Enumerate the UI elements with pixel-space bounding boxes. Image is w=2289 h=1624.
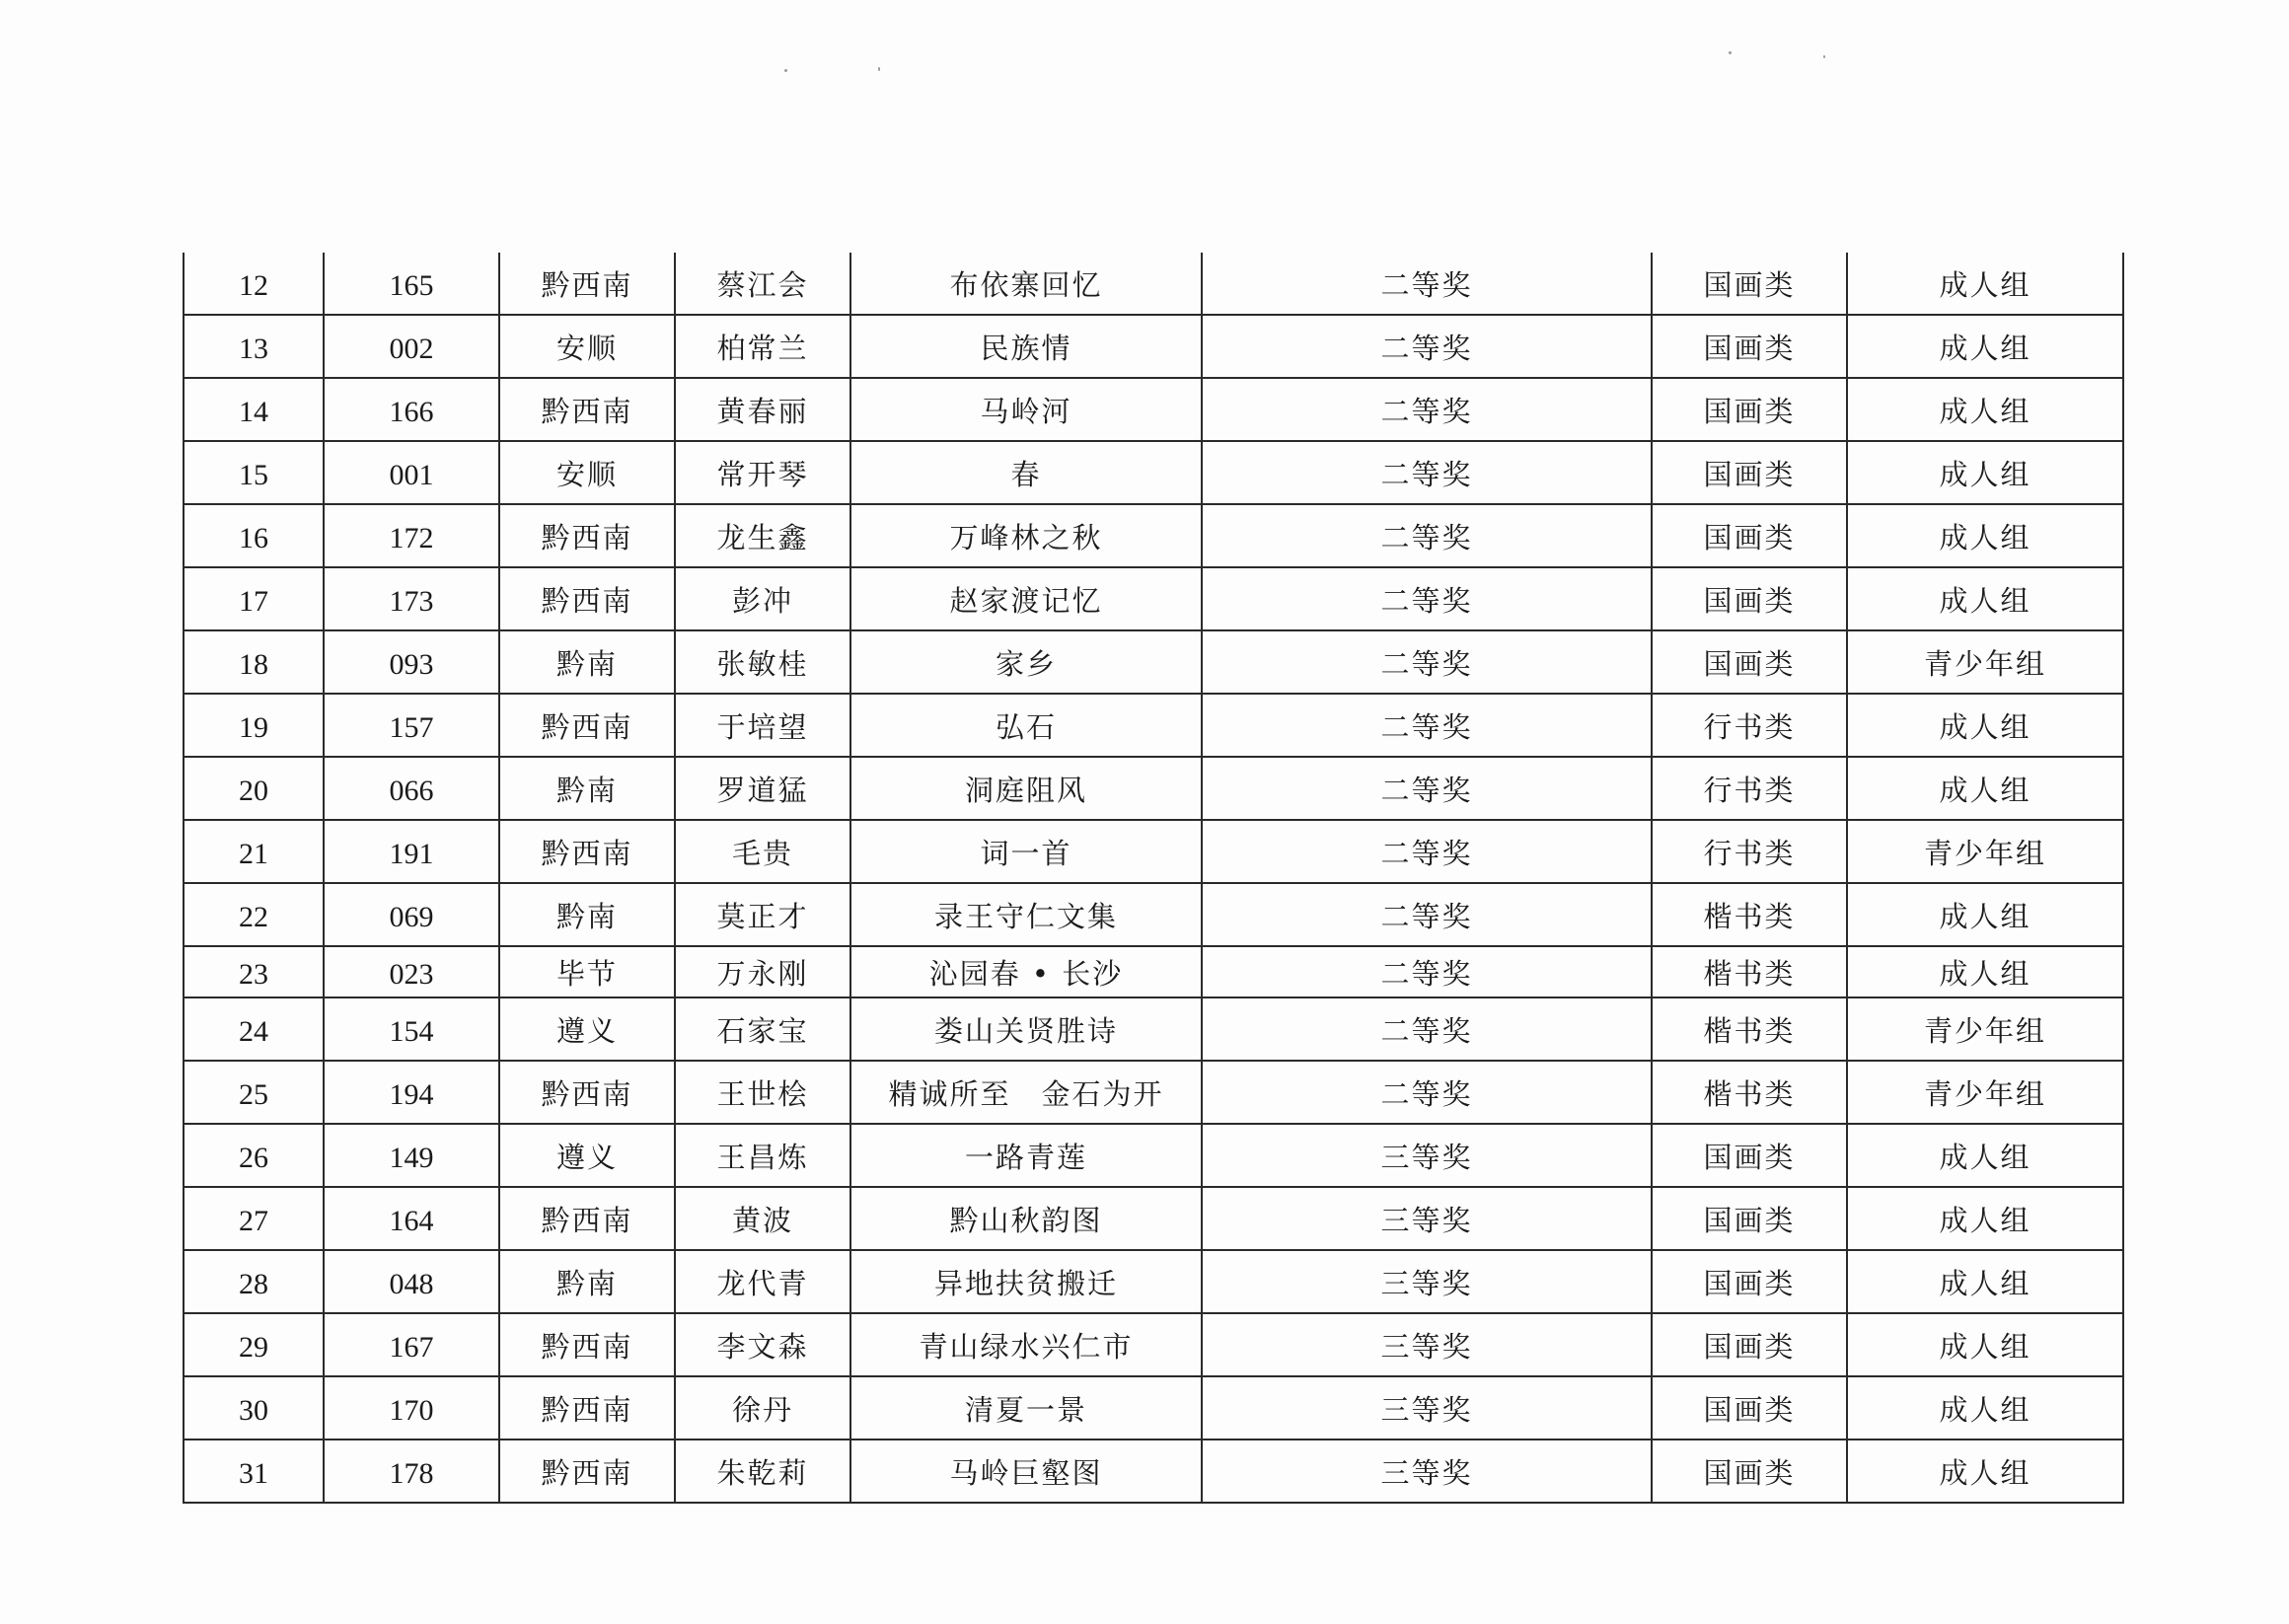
entry-id: 066 (324, 757, 499, 820)
region: 毕节 (499, 946, 675, 997)
work-title: 布依寨回忆 (850, 253, 1202, 315)
region: 黔西南 (499, 504, 675, 567)
work-title: 洞庭阻风 (850, 757, 1202, 820)
table-row (184, 1376, 2123, 1439)
entry-id: 194 (324, 1061, 499, 1124)
work-title: 马岭河 (850, 378, 1202, 441)
age-group: 成人组 (1847, 757, 2123, 820)
entry-id: 023 (324, 946, 499, 997)
entry-id: 093 (324, 630, 499, 694)
age-group: 成人组 (1847, 441, 2123, 504)
author-name: 李文森 (675, 1313, 850, 1376)
award-level: 三等奖 (1202, 1250, 1652, 1313)
entry-id: 069 (324, 883, 499, 946)
entry-id: 166 (324, 378, 499, 441)
age-group: 成人组 (1847, 883, 2123, 946)
table-row (184, 567, 2123, 630)
scan-speck (878, 67, 880, 71)
row-number: 29 (184, 1313, 324, 1376)
table-row (184, 1124, 2123, 1187)
table-row (184, 315, 2123, 378)
row-number: 26 (184, 1124, 324, 1187)
row-number: 21 (184, 820, 324, 883)
work-title: 春 (850, 441, 1202, 504)
category: 行书类 (1652, 694, 1847, 757)
author-name: 罗道猛 (675, 757, 850, 820)
region: 黔西南 (499, 1439, 675, 1503)
entry-id: 178 (324, 1439, 499, 1503)
category: 行书类 (1652, 757, 1847, 820)
row-number: 28 (184, 1250, 324, 1313)
entry-id: 001 (324, 441, 499, 504)
awards-table-body (184, 253, 2123, 1503)
table-row (184, 378, 2123, 441)
author-name: 蔡江会 (675, 253, 850, 315)
row-number: 12 (184, 253, 324, 315)
age-group: 青少年组 (1847, 1061, 2123, 1124)
award-level: 二等奖 (1202, 997, 1652, 1061)
age-group: 成人组 (1847, 1250, 2123, 1313)
author-name: 石家宝 (675, 997, 850, 1061)
work-title: 马岭巨壑图 (850, 1439, 1202, 1503)
author-name: 彭冲 (675, 567, 850, 630)
author-name: 于培望 (675, 694, 850, 757)
author-name: 王世桧 (675, 1061, 850, 1124)
award-level: 二等奖 (1202, 946, 1652, 997)
entry-id: 048 (324, 1250, 499, 1313)
work-title: 精诚所至 金石为开 (850, 1061, 1202, 1124)
award-level: 二等奖 (1202, 441, 1652, 504)
award-level: 二等奖 (1202, 883, 1652, 946)
award-level: 三等奖 (1202, 1313, 1652, 1376)
category: 国画类 (1652, 630, 1847, 694)
age-group: 青少年组 (1847, 820, 2123, 883)
region: 黔南 (499, 883, 675, 946)
entry-id: 173 (324, 567, 499, 630)
work-title: 民族情 (850, 315, 1202, 378)
row-number: 14 (184, 378, 324, 441)
award-level: 三等奖 (1202, 1439, 1652, 1503)
author-name: 万永刚 (675, 946, 850, 997)
work-title: 录王守仁文集 (850, 883, 1202, 946)
row-number: 24 (184, 997, 324, 1061)
age-group: 成人组 (1847, 504, 2123, 567)
category: 国画类 (1652, 504, 1847, 567)
row-number: 15 (184, 441, 324, 504)
category: 国画类 (1652, 1313, 1847, 1376)
work-title: 青山绿水兴仁市 (850, 1313, 1202, 1376)
age-group: 青少年组 (1847, 630, 2123, 694)
row-number: 27 (184, 1187, 324, 1250)
award-level: 三等奖 (1202, 1124, 1652, 1187)
author-name: 柏常兰 (675, 315, 850, 378)
table-row (184, 630, 2123, 694)
entry-id: 002 (324, 315, 499, 378)
author-name: 龙代青 (675, 1250, 850, 1313)
table-row (184, 757, 2123, 820)
category: 国画类 (1652, 1376, 1847, 1439)
awards-table (183, 253, 2124, 1504)
row-number: 19 (184, 694, 324, 757)
table-row (184, 1061, 2123, 1124)
region: 黔西南 (499, 1376, 675, 1439)
region: 安顺 (499, 441, 675, 504)
region: 黔西南 (499, 378, 675, 441)
age-group: 成人组 (1847, 378, 2123, 441)
age-group: 成人组 (1847, 253, 2123, 315)
region: 黔西南 (499, 1061, 675, 1124)
table-row (184, 504, 2123, 567)
age-group: 成人组 (1847, 946, 2123, 997)
table-row (184, 997, 2123, 1061)
row-number: 20 (184, 757, 324, 820)
author-name: 常开琴 (675, 441, 850, 504)
region: 黔西南 (499, 694, 675, 757)
award-level: 二等奖 (1202, 694, 1652, 757)
work-title: 异地扶贫搬迁 (850, 1250, 1202, 1313)
author-name: 黄春丽 (675, 378, 850, 441)
award-level: 二等奖 (1202, 315, 1652, 378)
author-name: 莫正才 (675, 883, 850, 946)
age-group: 成人组 (1847, 567, 2123, 630)
work-title: 娄山关贤胜诗 (850, 997, 1202, 1061)
award-level: 二等奖 (1202, 820, 1652, 883)
author-name: 黄波 (675, 1187, 850, 1250)
entry-id: 167 (324, 1313, 499, 1376)
category: 楷书类 (1652, 1061, 1847, 1124)
work-title: 清夏一景 (850, 1376, 1202, 1439)
age-group: 成人组 (1847, 1313, 2123, 1376)
work-title: 沁园春 • 长沙 (850, 946, 1202, 997)
category: 行书类 (1652, 820, 1847, 883)
award-level: 三等奖 (1202, 1187, 1652, 1250)
table-row (184, 820, 2123, 883)
entry-id: 164 (324, 1187, 499, 1250)
age-group: 成人组 (1847, 1187, 2123, 1250)
category: 国画类 (1652, 253, 1847, 315)
age-group: 成人组 (1847, 1439, 2123, 1503)
author-name: 张敏桂 (675, 630, 850, 694)
age-group: 成人组 (1847, 1124, 2123, 1187)
table-row (184, 441, 2123, 504)
work-title: 万峰林之秋 (850, 504, 1202, 567)
age-group: 成人组 (1847, 315, 2123, 378)
entry-id: 157 (324, 694, 499, 757)
table-row (184, 1187, 2123, 1250)
entry-id: 170 (324, 1376, 499, 1439)
age-group: 成人组 (1847, 1376, 2123, 1439)
region: 安顺 (499, 315, 675, 378)
work-title: 黔山秋韵图 (850, 1187, 1202, 1250)
row-number: 31 (184, 1439, 324, 1503)
region: 黔西南 (499, 567, 675, 630)
category: 国画类 (1652, 1187, 1847, 1250)
category: 楷书类 (1652, 997, 1847, 1061)
entry-id: 149 (324, 1124, 499, 1187)
table-row (184, 253, 2123, 315)
row-number: 17 (184, 567, 324, 630)
work-title: 弘石 (850, 694, 1202, 757)
region: 黔西南 (499, 1313, 675, 1376)
row-number: 25 (184, 1061, 324, 1124)
table-row (184, 1250, 2123, 1313)
table-row (184, 1439, 2123, 1503)
work-title: 赵家渡记忆 (850, 567, 1202, 630)
row-number: 13 (184, 315, 324, 378)
work-title: 家乡 (850, 630, 1202, 694)
table-row (184, 946, 2123, 997)
award-level: 二等奖 (1202, 1061, 1652, 1124)
entry-id: 154 (324, 997, 499, 1061)
award-level: 二等奖 (1202, 630, 1652, 694)
region: 黔西南 (499, 820, 675, 883)
award-level: 二等奖 (1202, 504, 1652, 567)
row-number: 16 (184, 504, 324, 567)
author-name: 王昌炼 (675, 1124, 850, 1187)
category: 国画类 (1652, 315, 1847, 378)
scan-speck (784, 69, 787, 72)
category: 楷书类 (1652, 883, 1847, 946)
award-level: 三等奖 (1202, 1376, 1652, 1439)
author-name: 朱乾莉 (675, 1439, 850, 1503)
entry-id: 172 (324, 504, 499, 567)
category: 国画类 (1652, 1439, 1847, 1503)
age-group: 青少年组 (1847, 997, 2123, 1061)
award-level: 二等奖 (1202, 757, 1652, 820)
work-title: 一路青莲 (850, 1124, 1202, 1187)
region: 黔南 (499, 757, 675, 820)
category: 楷书类 (1652, 946, 1847, 997)
region: 遵义 (499, 1124, 675, 1187)
table-row (184, 694, 2123, 757)
region: 黔西南 (499, 1187, 675, 1250)
table-row (184, 883, 2123, 946)
category: 国画类 (1652, 1124, 1847, 1187)
award-level: 二等奖 (1202, 253, 1652, 315)
work-title: 词一首 (850, 820, 1202, 883)
category: 国画类 (1652, 441, 1847, 504)
region: 黔西南 (499, 253, 675, 315)
author-name: 徐丹 (675, 1376, 850, 1439)
author-name: 毛贵 (675, 820, 850, 883)
category: 国画类 (1652, 1250, 1847, 1313)
table-row (184, 1313, 2123, 1376)
award-level: 二等奖 (1202, 567, 1652, 630)
author-name: 龙生鑫 (675, 504, 850, 567)
row-number: 23 (184, 946, 324, 997)
scan-speck (1823, 55, 1825, 58)
region: 黔南 (499, 630, 675, 694)
category: 国画类 (1652, 567, 1847, 630)
entry-id: 191 (324, 820, 499, 883)
category: 国画类 (1652, 378, 1847, 441)
row-number: 30 (184, 1376, 324, 1439)
scan-speck (1729, 51, 1732, 54)
award-level: 二等奖 (1202, 378, 1652, 441)
row-number: 18 (184, 630, 324, 694)
entry-id: 165 (324, 253, 499, 315)
age-group: 成人组 (1847, 694, 2123, 757)
row-number: 22 (184, 883, 324, 946)
region: 遵义 (499, 997, 675, 1061)
region: 黔南 (499, 1250, 675, 1313)
